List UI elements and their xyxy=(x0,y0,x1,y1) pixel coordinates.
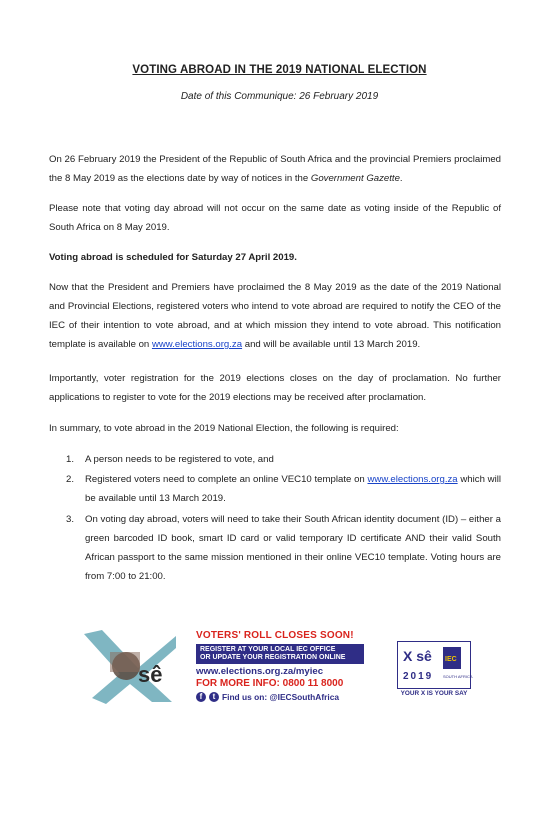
list-item: 2. Registered voters need to complete an online VEC10 template on www.elections.org.za which will be available until 13 March 2019. xyxy=(66,474,501,504)
paragraph-voting-abroad-date: Voting abroad is scheduled for Saturday 27 April 2019. xyxy=(49,252,297,263)
paragraph-voting-date-note: Please note that voting day abroad will not occur on the same date as voting inside of the Republic of South Africa on 8 May 2019. xyxy=(49,203,501,233)
svg-text:X sê: X sê xyxy=(403,648,432,664)
paragraph-summary: In summary, to vote abroad in the 2019 National Election, the following is required: xyxy=(49,423,399,434)
gazette-name: Government Gazette xyxy=(310,173,400,184)
svg-text:IEC: IEC xyxy=(445,656,457,663)
document-title: VOTING ABROAD IN THE 2019 NATIONAL ELECTION xyxy=(132,64,427,76)
paragraph-proclamation: On 26 February 2019 the President of the Republic of South Africa and the provincial Premiers proclaimed the 8 May 2019 as the elections date by way of notices in the Government Gazette. xyxy=(49,154,501,184)
elections-website-link[interactable]: www.elections.org.za xyxy=(151,339,243,350)
svg-text:sê: sê xyxy=(138,662,163,687)
svg-text:SOUTH AFRICA: SOUTH AFRICA xyxy=(443,674,473,679)
twitter-icon: t xyxy=(209,692,219,702)
badge-tagline: YOUR X IS YOUR SAY xyxy=(400,690,468,697)
xse-logo xyxy=(80,628,180,704)
facebook-icon: f xyxy=(196,692,206,702)
banner-register-box: REGISTER AT YOUR LOCAL IEC OFFICE OR UPDATE YOUR REGISTRATION ONLINE xyxy=(196,644,364,664)
voters-roll-banner xyxy=(196,630,368,706)
list-item: 3. On voting day abroad, voters will need to take their South African identity document (ID) – either a green barcoded ID book, smart ID card or valid temporary ID certificate AND their valid South African passport to the same mission mentioned in their online VEC10 template. Voting hours are from 7:00 to 21:00. xyxy=(66,514,501,582)
election-2019-badge xyxy=(397,641,471,703)
elections-website-link[interactable]: www.elections.org.za xyxy=(367,474,458,485)
banner-url: www.elections.org.za/myiec xyxy=(196,666,324,677)
banner-social: f t Find us on: @IECSouthAfrica xyxy=(196,692,368,702)
svg-text:2019: 2019 xyxy=(403,671,434,682)
paragraph-registration-closes: Importantly, voter registration for the 2019 elections closes on the day of proclamation. No further applications to register to vote for the 2019 elections may be received after proclamation. xyxy=(49,373,501,403)
list-item: 1. A person needs to be registered to vote, and xyxy=(66,454,274,465)
paragraph-notification: Now that the President and Premiers have proclaimed the 8 May 2019 as the date of the 2019 National and Provincial Elections, registered voters who intend to vote abroad are required to notify the CEO of the IEC of their intention to vote abroad, and at which mission they intend to vote abroad. This notification template is available on www.elections.org.za and will be available until 13 March 2019. xyxy=(49,282,501,350)
communique-date: Date of this Communique: 26 February 2019 xyxy=(180,91,379,102)
banner-headline: VOTERS' ROLL CLOSES SOON! xyxy=(196,630,354,641)
ballot-mark-icon xyxy=(399,643,473,687)
banner-info-line: FOR MORE INFO: 0800 11 8000 xyxy=(196,678,344,689)
